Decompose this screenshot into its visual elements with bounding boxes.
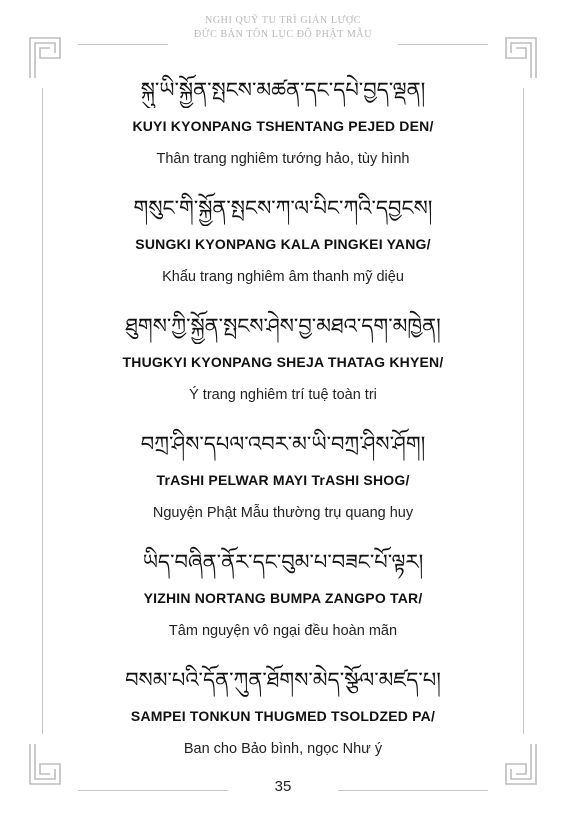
tibetan-verse: ཐུགས་ཀྱི་སྐྱོན་སྤངས་ཤེས་བྱ་མཐའ་དག་མཁྱེན། (125, 314, 441, 338)
tibetan-verse: ཡིད་བཞིན་ནོར་དང་བུམ་པ་བཟང་པོ་ལྟར། (142, 550, 424, 574)
top-left-corner-ornament (28, 36, 62, 80)
transliteration: YIZHIN NORTANG BUMPA ZANGPO TAR/ (143, 590, 423, 606)
transliteration: SUNGKI KYONPANG KALA PINGKEI YANG/ (135, 236, 431, 252)
vietnamese-translation: Ban cho Bảo bình, ngọc Như ý (183, 741, 383, 757)
vietnamese-translation: Khẩu trang nghiêm âm thanh mỹ diệu (162, 269, 404, 285)
top-right-corner-ornament (504, 36, 538, 80)
top-left-border-line (78, 44, 168, 45)
vietnamese-translation: Ý trang nghiêm trí tuệ toàn tri (189, 387, 377, 403)
verse-block (70, 544, 496, 662)
tibetan-verse: བཀྲ་ཤིས་དཔལ་འབར་མ་ཡི་བཀྲ་ཤིས་ཤོག། (140, 432, 426, 456)
verse-block (70, 662, 496, 780)
header-line-2: ĐỨC BẢN TÔN LỤC ĐỘ PHẬT MẪU (193, 29, 373, 40)
transliteration: SAMPEI TONKUN THUGMED TSOLDZED PA/ (130, 708, 436, 724)
tibetan-verse: སྐུ་ཡི་སྐྱོན་སྤངས་མཚན་དང་དཔེ་བྱད་ལྡན། (140, 78, 426, 102)
vietnamese-translation: Thân trang nghiêm tướng hảo, tùy hình (156, 151, 410, 167)
vietnamese-translation: Tâm nguyện vô ngại đều hoàn mãn (168, 623, 398, 639)
verse-list (70, 72, 496, 780)
verse-block (70, 190, 496, 308)
transliteration: TrASHI PELWAR MAYI TrASHI SHOG/ (156, 472, 410, 488)
page-number: 35 (274, 778, 292, 795)
vietnamese-translation: Nguyện Phật Mẫu thường trụ quang huy (152, 505, 414, 521)
left-border-line (42, 88, 43, 734)
verse-block (70, 308, 496, 426)
tibetan-verse: གསུང་གི་སྐྱོན་སྤངས་ཀ་ལ་པིང་ཀའི་དབྱངས། (133, 196, 433, 220)
verse-block (70, 426, 496, 544)
right-border-line (523, 88, 524, 734)
verse-block (70, 72, 496, 190)
transliteration: THUGKYI KYONPANG SHEJA THATAG KHYEN/ (122, 354, 444, 370)
tibetan-verse: བསམ་པའི་དོན་ཀུན་ཐོགས་མེད་སྩོལ་མཛད་པ། (125, 668, 441, 692)
top-right-border-line (398, 44, 488, 45)
transliteration: KUYI KYONPANG TSHENTANG PEJED DEN/ (132, 118, 434, 134)
header-line-1: NGHI QUỸ TU TRÌ GIẢN LƯỢC (205, 15, 361, 26)
running-header (0, 14, 566, 42)
